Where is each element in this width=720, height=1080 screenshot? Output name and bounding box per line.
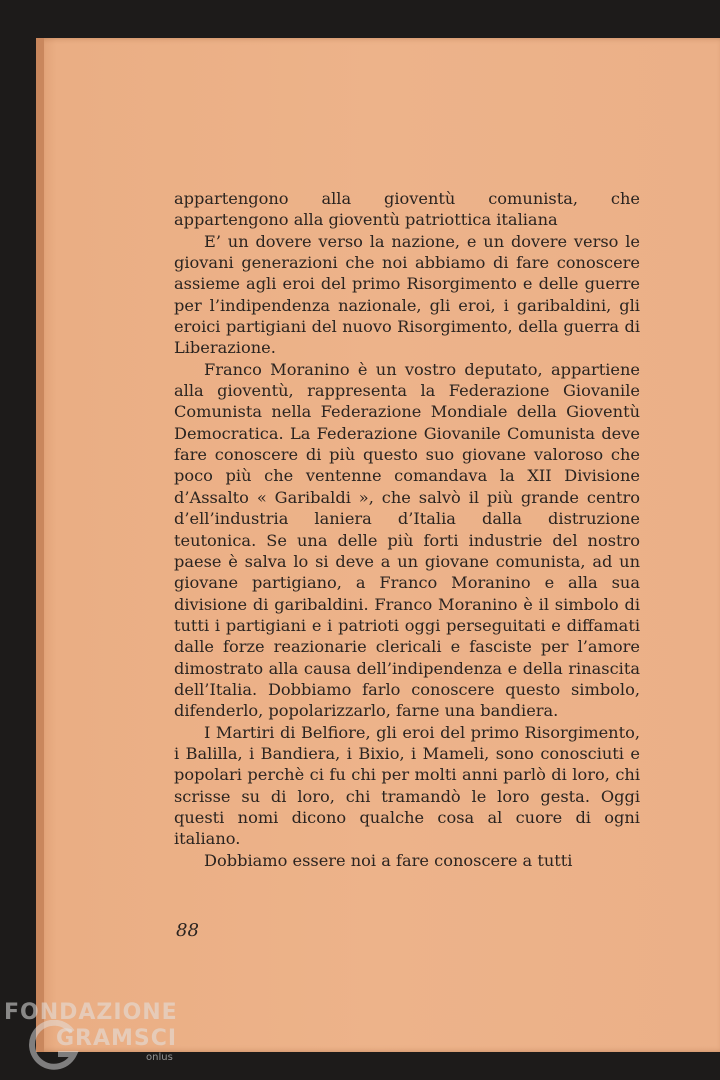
body-text	[174, 188, 640, 871]
watermark	[4, 1000, 204, 1070]
paragraph: appartengono alla gioventù comunista, che appartengono alla gioventù patriottica italiana	[174, 189, 640, 230]
watermark-line-1: FONDAZIONE	[4, 1000, 178, 1025]
paragraph: Franco Moranino è un vostro deputato, appartiene alla gioventù, rappresenta la Federazione Giovanile Comunista nella Federazione Mondiale della Gioventù Democratica. La Federazione Giovanile Comunista deve fare conoscere di più questo suo giovane valoroso che poco più che ventenne comandava la XII Divisione d’Assalto « Garibaldi », che salvò il più grande centro d’ell’industria laniera d’Italia dalla distruzione teutonica. Se una delle più forti industrie del nostro paese è salva lo si deve a un giovane comunista, ad un giovane partigiano, a Franco Moranino e alla sua divisione di garibaldini. Franco Moranino è il simbolo di tutti i partigiani e i patrioti oggi perseguitati e diffamati dalle forze reazionarie clericali e fasciste per l’amore dimostrato alla causa dell’indipendenza e della rinascita dell’Italia. Dobbiamo farlo conoscere questo simbolo, difenderlo, popolarizzarlo, farne una bandiera.	[174, 359, 640, 721]
watermark-line-2: GRAMSCI	[56, 1026, 178, 1051]
paragraph: E’ un dovere verso la nazione, e un dovere verso le giovani generazioni che noi abbiamo di fare conoscere assieme agli eroi del primo Risorgimento e delle guerre per l’indipendenza nazionale, gli eroi, i garibaldini, gli eroici partigiani del nuovo Risorgimento, della guerra di Liberazione.	[174, 231, 640, 358]
watermark-suffix: onlus	[146, 1052, 173, 1063]
page-number: 88	[176, 920, 199, 941]
page-binding-edge	[36, 38, 44, 1052]
paragraph: Dobbiamo essere noi a fare conoscere a tutti	[204, 850, 573, 870]
paragraph: I Martiri di Belfiore, gli eroi del primo Risorgimento, i Balilla, i Bandiera, i Bixio, i Mameli, sono conosciuti e popolari perchè ci fu chi per molti anni parlò di loro, chi scrisse su di loro, chi tramandò le loro gesta. Oggi questi nomi dicono qualche cosa al cuore di ogni italiano.	[174, 722, 640, 849]
